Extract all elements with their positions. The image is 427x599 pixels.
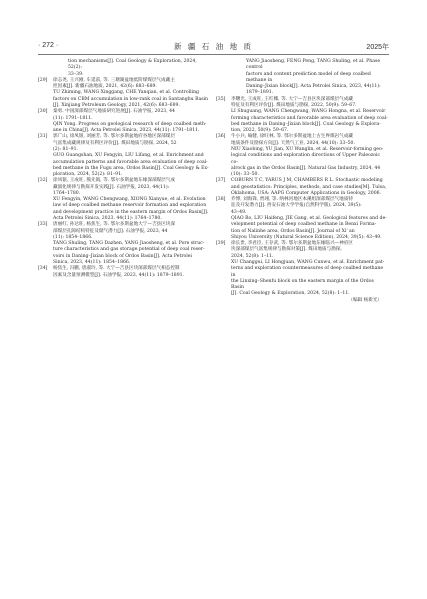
reference-text: 牛小兵, 喻健, 徐旺林, 等. 鄂尔多斯盆地上古生界煤岩气成藏 地质条件及勘探方向[J]. 天然气工业, 2024, 44(10): 33–50. NIU Xiaobing, YU Jian, XU Wanglin, et al. Reservoir-forming geo- logical conditions and exploration directions of Upper Paleozoic co- alrock gas in the Ordos Basin[J]. Natural Gas Industry, 2024, 44 (10): 33–50. [231,134,384,178]
reference-number: [30] [38,109,48,115]
reference-number: [38] [216,197,226,203]
reference-text: 徐志尧, 王兴刚, 车延前, 等. 三塘湖盆地低阶煤煤层气成藏主 控因素[J]. 新疆石油地质, 2021, 42(6): 683–689. TU Zhiming, WANG Xinggang, CHE Yanqian, et al. Controlling factors on CBM accumulation in low-rank coal in Santanghu Basin [J]. Xinjiang Petroleum Geology, 2021, 42(6): 683–689. [53,77,208,108]
reference-entry [38,178,210,222]
reference-text: 杨焦生, 冯鹏, 唐淑玲, 等. 大宁—吉县区块深部煤层气相态控制 因素及含量预测模型[J]. 石油学报, 2023, 44(11): 1879–1891. [53,266,185,278]
reference-entry [38,266,210,279]
reference-entry [216,59,388,97]
reference-entry [38,78,210,109]
reference-text: YANG Jiaosheng, FENG Peng, TANG Shuling, et al. Phase control factors and content prediction model of deep coalbed methane in Daning–Jixian block[J]. Acta Petrolei Sinica, 2023, 44(11): 1879–1891. [246,59,381,96]
reference-entry [38,222,210,266]
reference-entry [38,109,210,134]
reference-text: 李曙光, 王成旺, 王红娜, 等. 大宁—吉县区块深部煤层气成藏 特征及有利区评价[J]. 煤田地质与勘探, 2022, 50(9): 59–67. LI Shuguang, WANG Chengwang, WANG Hongna, et al. Reservoir forming characteristics and favorable area evaluation of deep coal- bed methane in Daning–Jixian block[J]. Coal Geology & Explora- tion, 2022, 50(9): 59–67. [231,96,388,134]
reference-number: [36] [216,134,226,140]
references-right-column [216,59,388,304]
publication-year: 2025年 [366,44,389,51]
reference-entry [216,178,388,197]
reference-number [216,59,231,97]
reference-number: [37] [216,178,226,184]
reference-text: 徐凤银, 王成旺, 熊先钺, 等. 鄂尔多斯盆地东缘深部煤层气成 藏演化规律与勘探开发实践[J]. 石油学报, 2023, 44(11): 1764–1780. XU Fengyin, WANG Chengwang, XIONG Xianyue, et al. Evolution law of deep coalbed methane reservoir formation and exploration and development practice in the eastern margin of Ordos Basin[J]. Acta Petrolei Sinica, 2023, 44(11): 1764–1780. [53,178,209,222]
reference-entry [216,134,388,178]
reference-text: COBURN T C, YARUS J M, CHAMBERS R L. Stochastic modeling and geostatistics: Principles, methods, and case studies[M]. Tulsa, Oklahoma, USA: AAPG Computer Applications in Geology, 2006. [231,178,387,196]
reference-number: [29] [38,77,48,83]
references-left-column [38,59,210,279]
reference-text: 徐长贵, 李君臣, 王存武, 等. 鄂尔多斯盆地东缘临兴—神府区 块深部煤层气富集规律与勘探对策[J]. 煤田地质与勘探, 2024, 52(8): 1–11. XU Changgui, LI Hongjuan, WANG Cunwu, et al. Enrichment pat- terns and exploration countermeasures of deep coalbed methane in the Linxing–Shenfu block on the eastern margin of the Ordos Basin [J]. Coal Geology & Exploration, 2024, 52(8): 1–11. [231,241,385,297]
reference-number: [31] [38,134,48,140]
reference-number: [34] [38,266,48,272]
reference-number: [35] [216,96,226,102]
reference-number: [39] [216,241,226,247]
reference-entry [216,97,388,135]
reference-entry [38,59,210,78]
page-number: · 272 · [38,42,59,49]
reference-entry [216,197,388,241]
reference-text: 乔博, 刘海锋, 贾翊, 等. 纳林河地区本溪组深部煤层气地质特 征及开发潜力[J]. 西安石油大学学报(自然科学版), 2024, 39(5): 43–49. QIAO Bo, LIU Haifeng, JIE Gang, et al. Geological features and de- velopment potential of deep coalbed methane in Benxi Forma- tion of Nalinhe area, Ordos Basin[J]. Journal of Xi' an Shiyou University (Natural Science Edition), 2024, 39(5): 43–49. [231,197,387,240]
reference-number: [32] [38,178,48,184]
running-header [38,40,389,55]
reference-text: 郭广山, 徐凤银, 刘丽芳, 等. 鄂尔多斯盆地府谷地区深部煤层 气富集成藏规律及有利区评价[J]. 煤田地质与勘探, 2024, 52 (2): 81–91. GUO Guangshan, XU Fengyin, LIU Lifang, et al. Enrichment and accumulation patterns and favorable area evaluation of deep coal- bed methane in the Fugu area, Ordos Basin[J]. Coal Geology & Ex- ploration, 2024, 52(2): 81–91. [53,134,209,178]
reference-entry [216,241,388,298]
reference-number: [33] [38,222,48,228]
editor-signature: （编辑 杨新光） [348,297,382,303]
journal-title: 新 疆 石 油 地 质 [174,42,253,51]
reference-number [38,59,53,78]
reference-text: tion mechanisms[J]. Coal Geology & Exploration, 2024, 52(2): 33–39. [68,59,197,77]
reference-entry [38,134,210,178]
reference-text: 唐丽红, 孙达旺, 杨焦生, 等. 鄂尔多斯盆地大宁—吉县区块深 部煤层孔隙结构特征及储气潜力[J]. 石油学报, 2023, 44 (11): 1854–1866. TANG Shuling, TANG Dazhen, YANG Jiaosheng, et al. Pore struc- ture characteristics and gas storage potential of deep coal reser- voirs in Daning–Jixian block of Ordos Basin[J]. Acta Petrolei Sinica, 2023, 44(11): 1854–1866. [53,222,205,265]
reference-text: 秦勇. 中国深部煤层气地质研究进展[J]. 石油学报, 2023, 44 (11): 1791–1811. QIN Yong. Progress on geological research of deep coalbed meth- ane in China[J]. Acta Petrolei Sinica, 2023, 44(11): 1791–1811. [53,109,207,134]
